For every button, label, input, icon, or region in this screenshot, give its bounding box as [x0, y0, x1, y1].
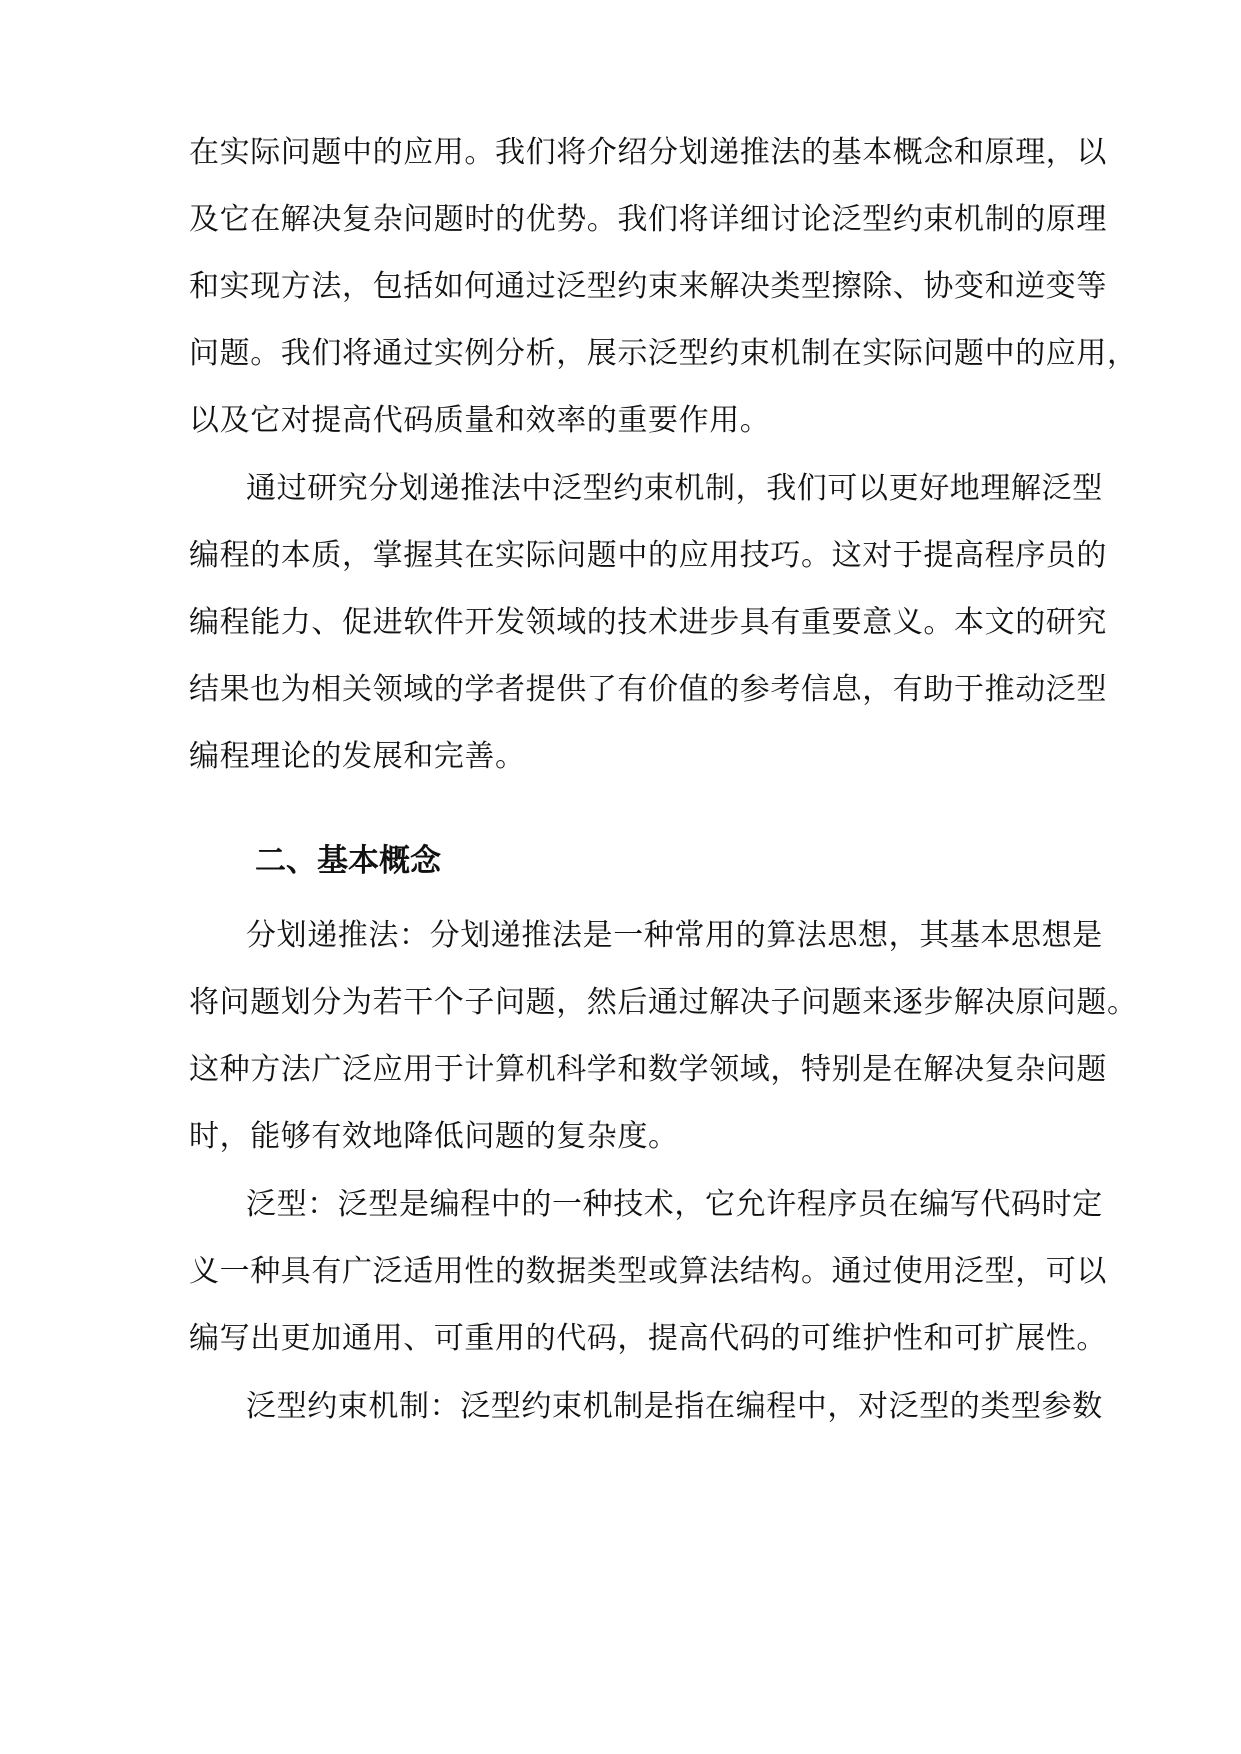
text-line: 通过研究分划递推法中泛型约束机制，我们可以更好地理解泛型	[246, 471, 1103, 506]
text-line: 编程的本质，掌握其在实际问题中的应用技巧。这对于提高程序员的	[189, 538, 1107, 573]
text-line: 编写出更加通用、可重用的代码，提高代码的可维护性和可扩展性。	[189, 1321, 1107, 1356]
section-heading: 二、基本概念	[255, 843, 441, 879]
text-line: 以及它对提高代码质量和效率的重要作用。	[189, 403, 771, 438]
text-line: 泛型：泛型是编程中的一种技术，它允许程序员在编写代码时定	[246, 1187, 1103, 1222]
text-line: 分划递推法：分划递推法是一种常用的算法思想，其基本思想是	[246, 918, 1103, 953]
text-line: 在实际问题中的应用。我们将介绍分划递推法的基本概念和原理，以	[189, 135, 1107, 170]
text-line: 义一种具有广泛适用性的数据类型或算法结构。通过使用泛型，可以	[189, 1254, 1107, 1289]
text-line: 编程能力、促进软件开发领域的技术进步具有重要意义。本文的研究	[189, 605, 1107, 640]
text-line: 及它在解决复杂问题时的优势。我们将详细讨论泛型约束机制的原理	[189, 202, 1107, 237]
text-line: 编程理论的发展和完善。	[189, 739, 526, 774]
text-line: 结果也为相关领域的学者提供了有价值的参考信息，有助于推动泛型	[189, 672, 1107, 707]
text-line: 将问题划分为若干个子问题，然后通过解决子问题来逐步解决原问题。	[189, 985, 1138, 1020]
text-line: 问题。我们将通过实例分析，展示泛型约束机制在实际问题中的应用，	[189, 336, 1138, 371]
text-line: 这种方法广泛应用于计算机科学和数学领域，特别是在解决复杂问题	[189, 1052, 1107, 1087]
text-line: 时，能够有效地降低问题的复杂度。	[189, 1119, 679, 1154]
text-line: 和实现方法，包括如何通过泛型约束来解决类型擦除、协变和逆变等	[189, 269, 1107, 304]
text-line: 泛型约束机制：泛型约束机制是指在编程中，对泛型的类型参数	[246, 1389, 1103, 1424]
